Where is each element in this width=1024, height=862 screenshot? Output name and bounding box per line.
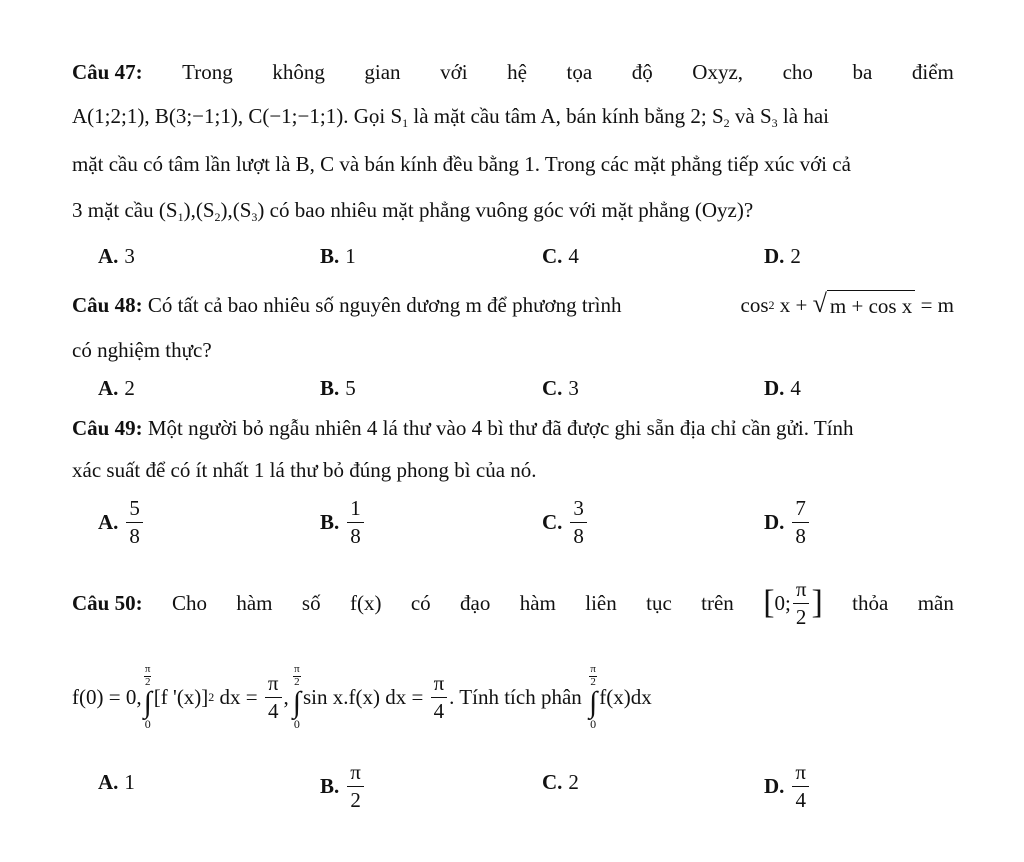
q49-line-1	[72, 414, 954, 442]
q50-word: mãn	[917, 591, 954, 615]
q47-word: tọa	[566, 60, 593, 84]
q48-option-a[interactable]: A. 2	[98, 376, 135, 400]
q48-option-d[interactable]: D. 4	[764, 376, 801, 400]
q50-int1-sup: 2	[208, 689, 215, 704]
q50-line-2: f(0) = 0, $\frac{\pi}{2}$ ∫ 0 [f '(x)] 2 dx = $\frac{\pi}{4}$ , $\frac{\pi}{2}$ ∫ 0 sin x.f(x) dx = $\frac{\pi}{4}$ . Tính tích phân $\frac{\pi}{2}$ ∫ 0 f(x)dx	[72, 663, 652, 731]
q49-label: Câu 49:	[72, 416, 143, 440]
q50-word: số	[301, 591, 321, 615]
q47-text: là mặt cầu tâm A, bán kính bằng 2; S	[408, 104, 724, 128]
q47-word: với	[440, 60, 468, 84]
q47-sub: 3	[771, 116, 778, 130]
q50-word: liên	[585, 591, 617, 615]
q47-option-c[interactable]: C. 4	[542, 244, 579, 268]
q47-line-1	[72, 58, 954, 86]
q50-label: Câu 50:	[72, 591, 143, 615]
q48-text: Có tất cả bao nhiêu số nguyên dương m để phương trình	[142, 293, 627, 317]
q50-word: trên	[701, 591, 734, 615]
q50-word: có	[410, 591, 431, 615]
q47-option-a[interactable]: A. 3	[98, 244, 135, 268]
q47-option-d[interactable]: D. 2	[764, 244, 801, 268]
q50-word: f(x)	[349, 591, 382, 615]
q47-word: điểm	[911, 60, 954, 84]
q49-option-a[interactable]: A. $\frac{5}{8}$	[98, 498, 145, 547]
q47-spheres: $(S_1),(S_2),(S_3)$	[158, 198, 265, 224]
q47-word: không	[272, 60, 325, 84]
q50-option-a[interactable]: A. 1	[98, 770, 135, 794]
q50-interval: [ 0; $\frac{\pi}{2}$ ]	[763, 576, 823, 629]
q47-line-3: mặt cầu có tâm lần lượt là B, C và bán kính đều bằng 1. Trong các mặt phẳng tiếp xúc với cả	[72, 152, 851, 176]
q47-text: là hai	[777, 104, 829, 128]
q50-word: tục	[646, 591, 672, 615]
q50-int2: sin x.f(x) dx =	[302, 684, 429, 709]
q47-text: và S	[729, 104, 772, 128]
q50-int1-dx: dx =	[214, 684, 263, 709]
q47-word: gian	[364, 60, 401, 84]
q47-text: 3 mặt cầu	[72, 198, 159, 222]
q50-int1: [f '(x)]	[153, 684, 209, 709]
q50-line-1	[72, 576, 954, 629]
q48-line-2: có nghiệm thực?	[72, 338, 212, 362]
q50-option-d[interactable]: D. $\frac{\pi}{4}$	[764, 762, 811, 811]
q47-word: độ	[631, 60, 653, 84]
q50-options	[0, 762, 1024, 822]
q47-line-4	[72, 196, 954, 231]
q49-option-c[interactable]: C. $\frac{3}{8}$	[542, 498, 589, 547]
q50-option-c[interactable]: C. 2	[542, 770, 579, 794]
q50-word: đạo	[460, 591, 491, 615]
q48-line-1	[72, 290, 954, 320]
q47-word: Trong	[182, 60, 233, 84]
q47-word: Oxyz,	[692, 60, 744, 84]
q49-option-d[interactable]: D. $\frac{7}{8}$	[764, 498, 811, 547]
q47-sub: 1	[402, 116, 409, 130]
q50-int3: f(x)dx	[599, 684, 652, 709]
q48-option-c[interactable]: C. 3	[542, 376, 579, 400]
q47-text: có bao nhiêu mặt phẳng vuông góc với mặt phẳng (Oyz)?	[264, 198, 754, 222]
q47-word: ba	[852, 60, 873, 84]
q48-option-b[interactable]: B. 5	[320, 376, 356, 400]
q50-f0: f(0) = 0,	[72, 684, 142, 709]
q49-text: Một người bỏ ngẫu nhiên 4 lá thư vào 4 bì thư đã được ghi sẵn địa chỉ cần gửi. Tính	[142, 416, 854, 440]
q47-line-2: A(1;2;1), B(3;−1;1), C(−1;−1;1). Gọi $S_1$ là mặt cầu tâm A, bán kính bằng 2; $S_2$ và $S_3$ là hai	[72, 104, 829, 130]
q50-word: hàm	[519, 591, 556, 615]
q50-frac: $\frac{\pi}{4}$	[431, 673, 448, 722]
q48-equation: cos 2 x + √ m + cos x = m	[740, 289, 954, 318]
q49-option-b[interactable]: B. $\frac{1}{8}$	[320, 498, 366, 547]
q47-label: Câu 47:	[72, 60, 143, 84]
q50-tail: . Tính tích phân	[449, 684, 588, 709]
q47-point-c: C(−1;−1;1)	[248, 104, 344, 128]
integral-symbol: $\frac{\pi}{2}$ ∫ 0	[589, 663, 598, 731]
q47-word: cho	[782, 60, 813, 84]
q50-word: hàm	[236, 591, 273, 615]
q47-option-b[interactable]: B. 1	[320, 244, 356, 268]
q50-word: thỏa	[852, 591, 889, 615]
q50-frac: $\frac{\pi}{4}$	[265, 673, 282, 722]
sqrt-symbol: √ m + cos x	[813, 290, 916, 320]
q47-point-b: B(3;−1;1)	[154, 104, 238, 128]
q47-point-a: A(1;2;1)	[72, 104, 145, 128]
q47-text: . Gọi S	[343, 104, 403, 128]
q48-label: Câu 48:	[72, 293, 143, 317]
q49-options	[0, 498, 1024, 558]
q47-sub: 2	[723, 116, 730, 130]
q50-option-b[interactable]: B. $\frac{\pi}{2}$	[320, 762, 366, 811]
q50-word: Cho	[171, 591, 207, 615]
q47-word: hệ	[507, 60, 527, 84]
q49-line-2: xác suất để có ít nhất 1 lá thư bỏ đúng phong bì của nó.	[72, 458, 537, 482]
integral-symbol: $\frac{\pi}{2}$ ∫ 0	[143, 663, 152, 731]
integral-symbol: $\frac{\pi}{2}$ ∫ 0	[292, 663, 301, 731]
